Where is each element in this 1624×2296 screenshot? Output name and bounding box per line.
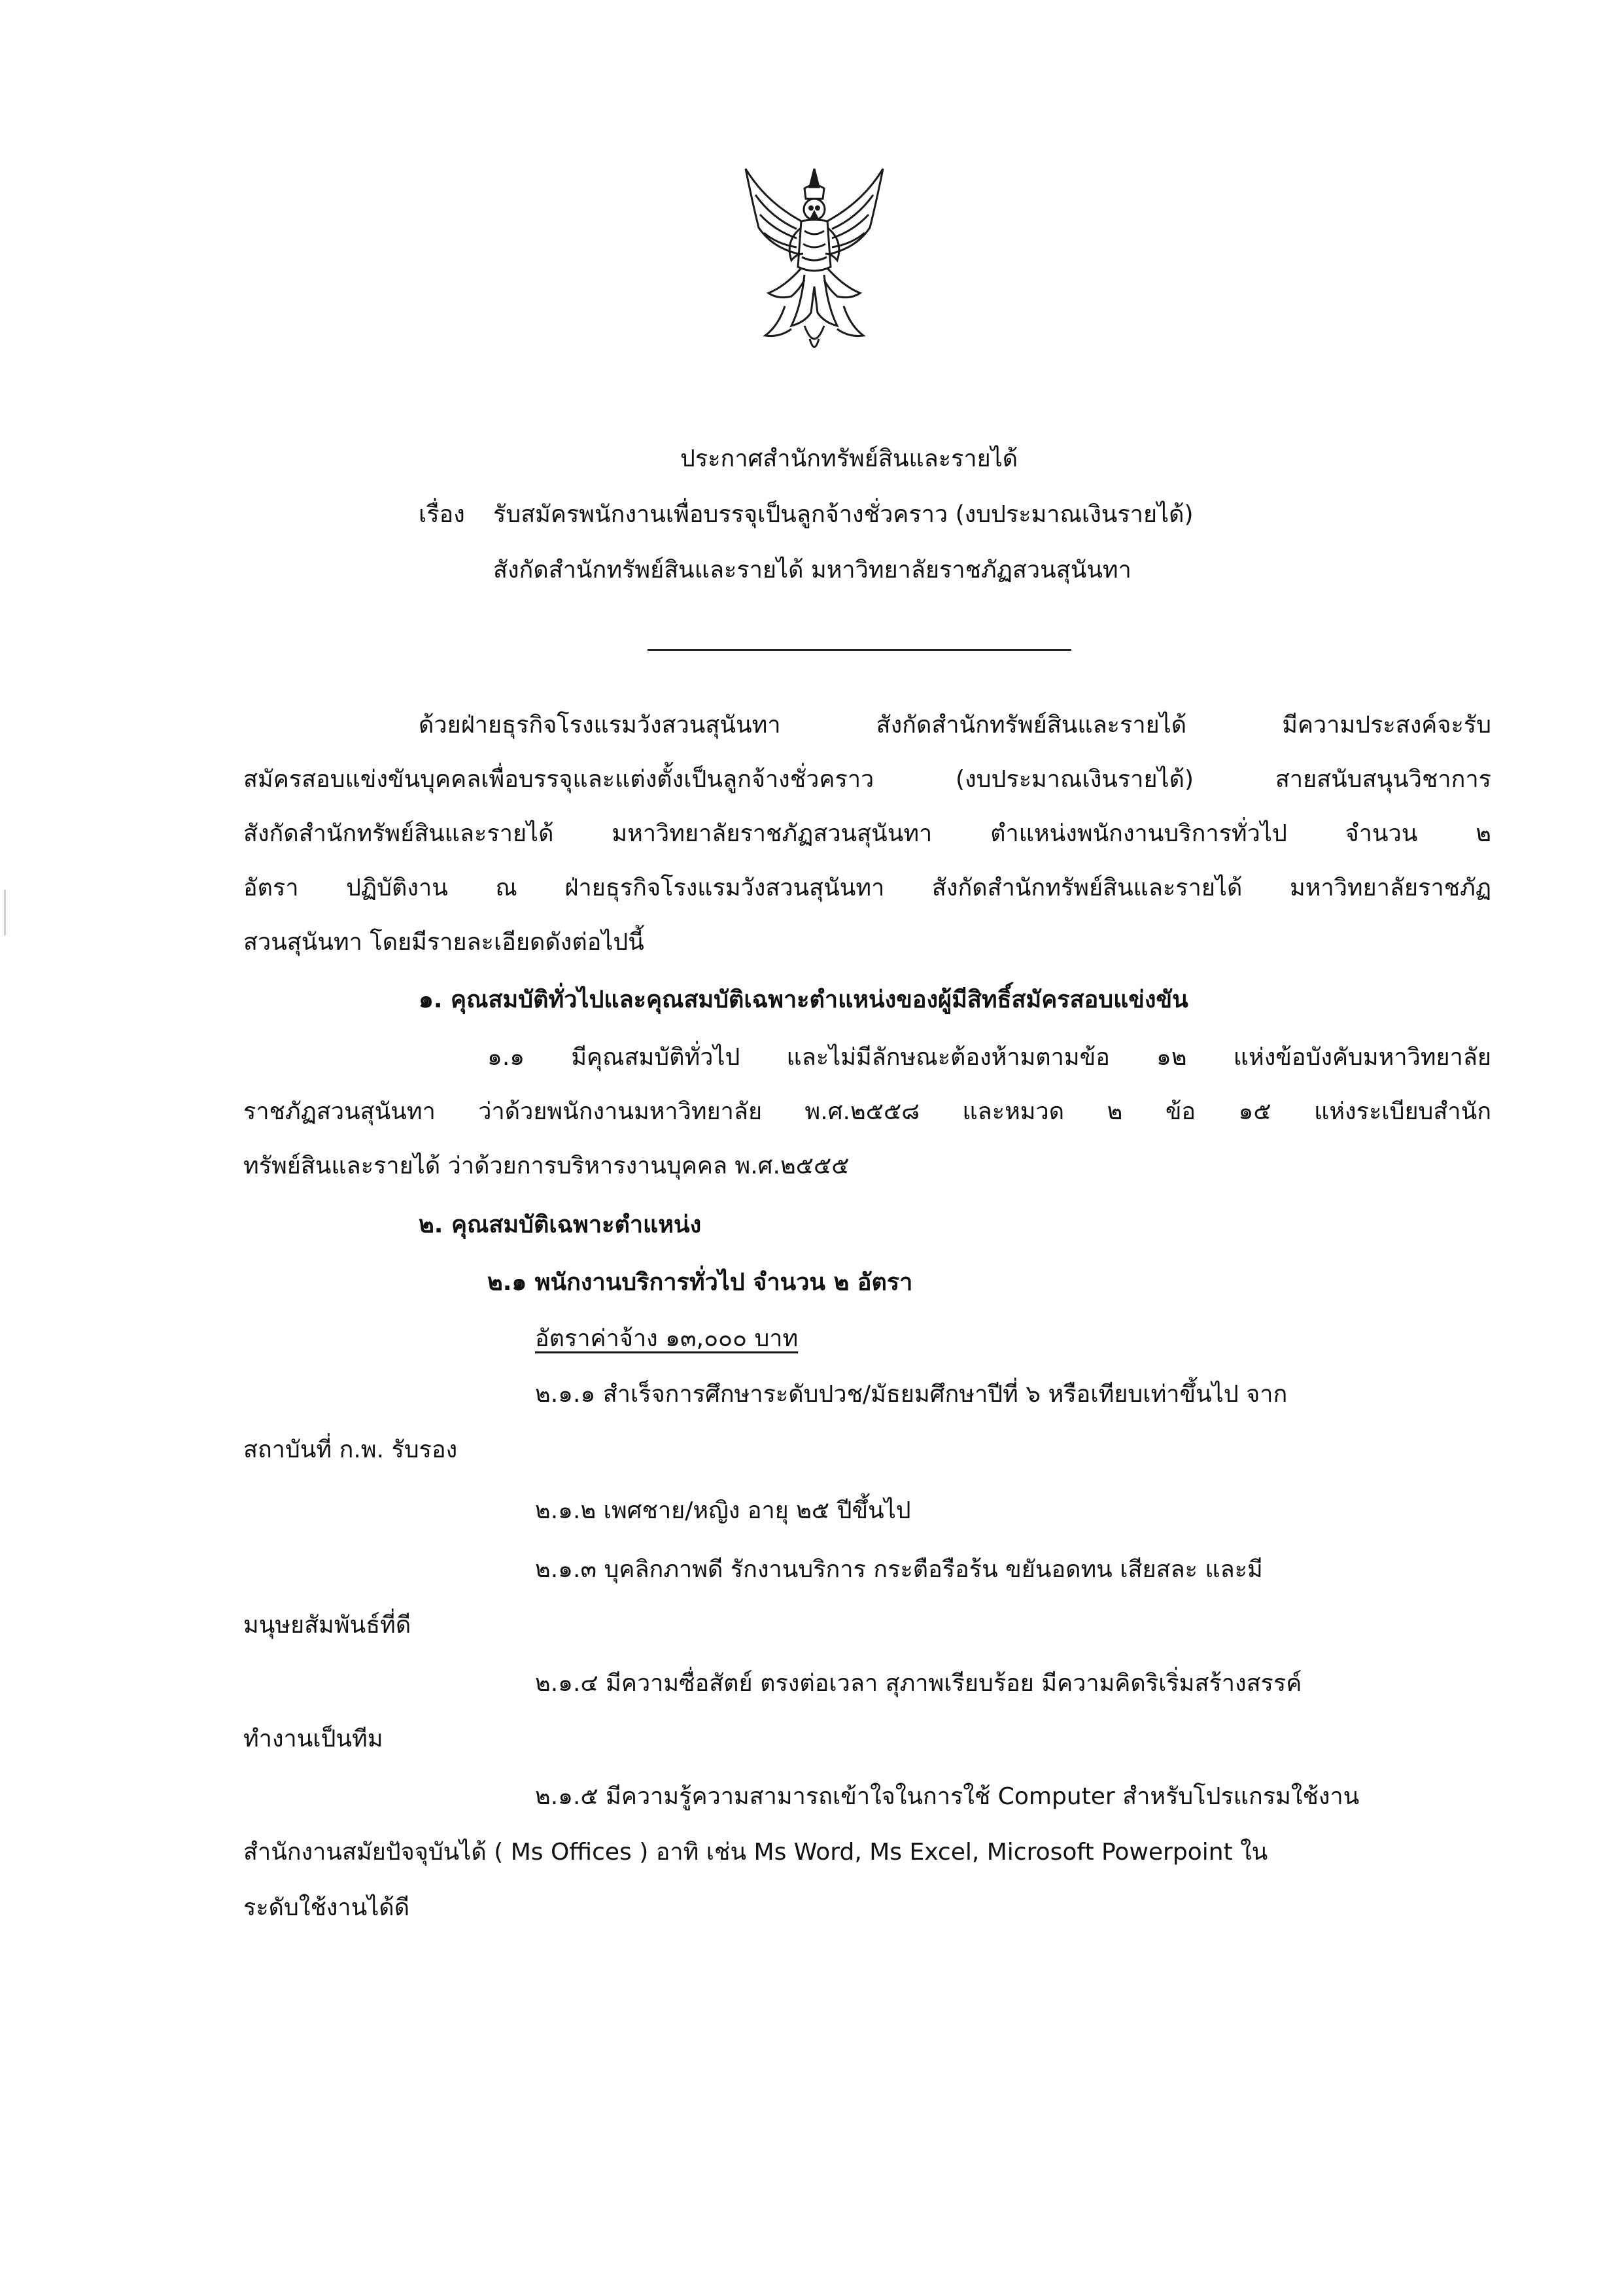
qualification-4-line-1: ๒.๑.๔ มีความซื่อสัตย์ ตรงต่อเวลา สุภาพเรียบร้อย มีความคิดริเริ่มสร้างสรรค์	[535, 1670, 1302, 1697]
qualification-1-line-1: ๒.๑.๑ สำเร็จการศึกษาระดับปวช/มัธยมศึกษาปีที่ ๖ หรือเทียบเท่าขึ้นไป จาก	[535, 1381, 1288, 1408]
title-divider	[648, 649, 1071, 651]
section-2-heading: ๒. คุณสมบัติเฉพาะตำแหน่ง	[419, 1211, 702, 1238]
qualification-3-line-1: ๒.๑.๓ บุคลิกภาพดี รักงานบริการ กระตือรือร้น ขยันอดทน เสียสละ และมี	[535, 1556, 1263, 1583]
qualification-3-line-2: มนุษยสัมพันธ์ที่ดี	[243, 1612, 411, 1639]
section-1-item-1-line-2: ราชภัฏสวนสุนันทา ว่าด้วยพนักงานมหาวิทยาลัย พ.ศ.๒๕๕๘ และหมวด ๒ ข้อ ๑๕ แห่งระเบียบสำนัก	[243, 1098, 1491, 1125]
qualification-4-line-2: ทำงานเป็นทีม	[243, 1726, 383, 1752]
subject-line-1: รับสมัครพนักงานเพื่อบรรจุเป็นลูกจ้างชั่วคราว (งบประมาณเงินรายได้)	[493, 501, 1194, 528]
scan-margin-mark	[4, 890, 6, 935]
qualification-2-line-1: ๒.๑.๒ เพศชาย/หญิง อายุ ๒๕ ปีขึ้นไป	[535, 1497, 911, 1524]
subject-line-2: สังกัดสำนักทรัพย์สินและรายได้ มหาวิทยาลัยราชภัฏสวนสุนันทา	[493, 557, 1132, 583]
intro-line-5: สวนสุนันทา โดยมีรายละเอียดดังต่อไปนี้	[243, 929, 644, 956]
qualification-5-line-3: ระดับใช้งานได้ดี	[243, 1894, 410, 1921]
wage-rate: อัตราค่าจ้าง ๑๓,๐๐๐ บาท	[535, 1325, 799, 1352]
intro-line-3: สังกัดสำนักทรัพย์สินและรายได้ มหาวิทยาลัยราชภัฏสวนสุนันทา ตำแหน่งพนักงานบริการทั่วไป จำนวน ๒	[243, 820, 1491, 847]
garuda-emblem-icon	[739, 156, 890, 365]
section-1-item-1-line-1: ๑.๑ มีคุณสมบัติทั่วไป และไม่มีลักษณะต้องห้ามตามข้อ ๑๒ แห่งข้อบังคับมหาวิทยาลัย	[487, 1044, 1491, 1071]
section-1-heading: ๑. คุณสมบัติทั่วไปและคุณสมบัติเฉพาะตำแหน่งของผู้มีสิทธิ์สมัครสอบแข่งขัน	[419, 986, 1188, 1013]
intro-line-1: ด้วยฝ่ายธุรกิจโรงแรมวังสวนสุนันทา สังกัดสำนักทรัพย์สินและรายได้ มีความประสงค์จะรับ	[419, 712, 1491, 739]
qualification-1-line-2: สถาบันที่ ก.พ. รับรอง	[243, 1436, 458, 1463]
section-1-item-1-line-3: ทรัพย์สินและรายได้ ว่าด้วยการบริหารงานบุคคล พ.ศ.๒๕๕๕	[243, 1153, 850, 1179]
announcement-title: ประกาศสำนักทรัพย์สินและรายได้	[680, 445, 1018, 472]
intro-line-2: สมัครสอบแข่งขันบุคคลเพื่อบรรจุและแต่งตั้งเป็นลูกจ้างชั่วคราว (งบประมาณเงินรายได้) สายสนับสนุนวิชาการ	[243, 766, 1491, 793]
position-heading: ๒.๑ พนักงานบริการทั่วไป จำนวน ๒ อัตรา	[487, 1269, 913, 1296]
intro-line-4: อัตรา ปฏิบัติงาน ณ ฝ่ายธุรกิจโรงแรมวังสวนสุนันทา สังกัดสำนักทรัพย์สินและรายได้ มหาวิทยาลัยราชภัฏ	[243, 875, 1491, 901]
qualification-5-line-2: สำนักงานสมัยปัจจุบันได้ ( Ms Offices ) อาทิ เช่น Ms Word, Ms Excel, Microsoft Powerpoint ใน	[243, 1839, 1268, 1866]
subject-label: เรื่อง	[419, 501, 465, 528]
qualification-5-line-1: ๒.๑.๕ มีความรู้ความสามารถเข้าใจในการใช้ Computer สำหรับโปรแกรมใช้งาน	[535, 1783, 1360, 1810]
